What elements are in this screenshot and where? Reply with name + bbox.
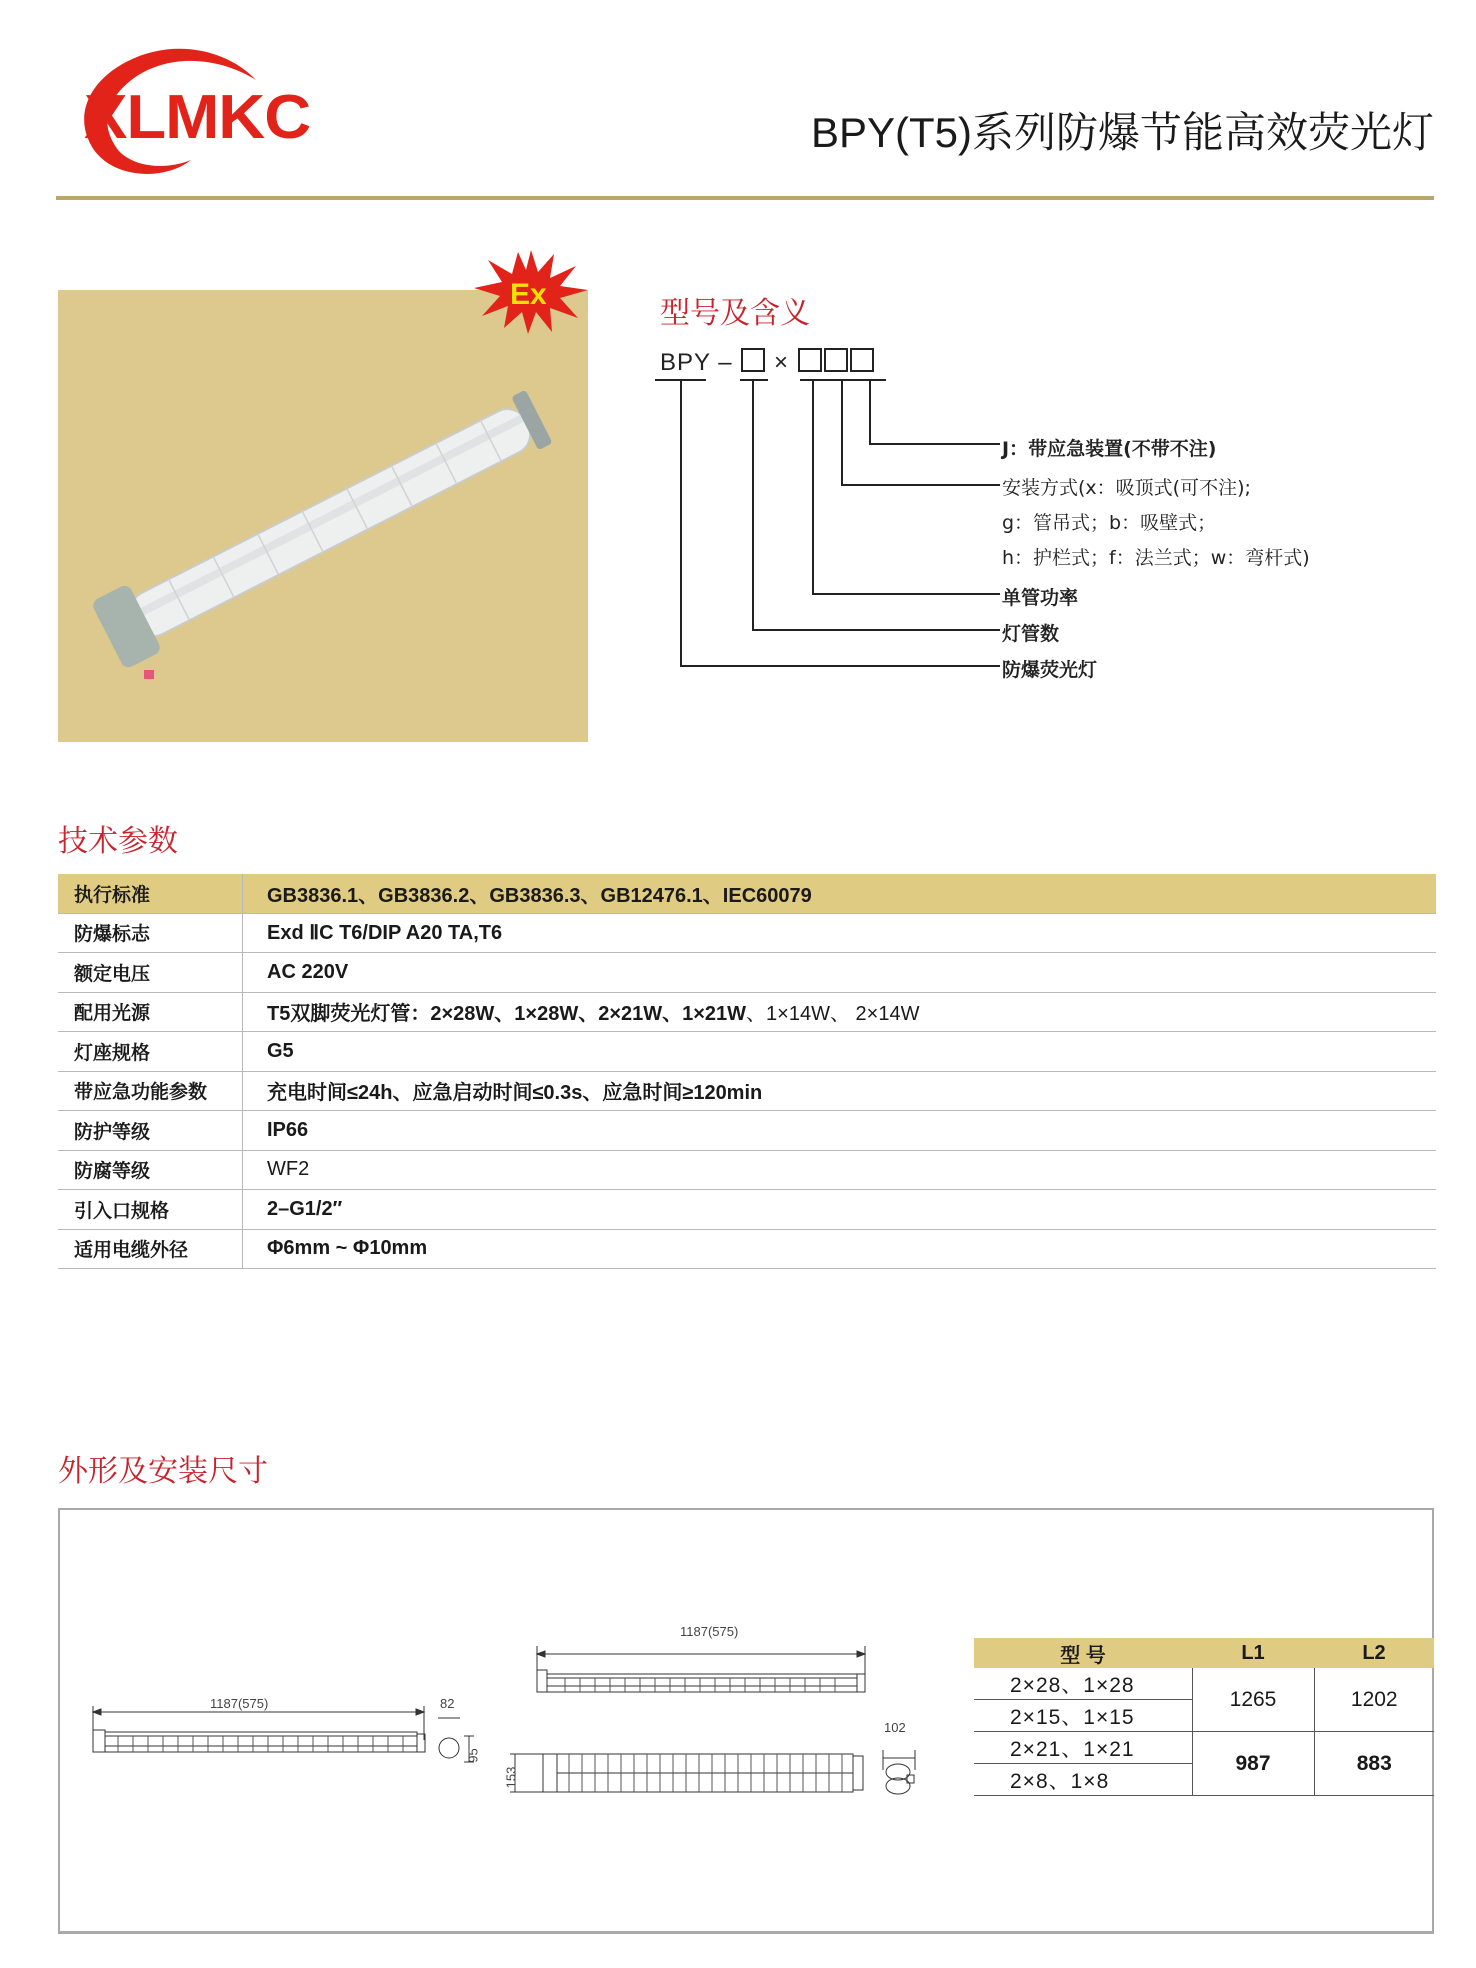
- spec-row: [58, 1111, 1436, 1151]
- spec-key: 配用光源: [58, 992, 243, 1032]
- spec-value-main: T5双脚荧光灯管：2×28W、1×28W、2×21W、1×21W: [267, 1003, 747, 1026]
- specs-section-title: 技术参数: [58, 824, 178, 859]
- model-cell: 2×21、1×21: [974, 1732, 1192, 1764]
- dimension-table: [974, 1638, 1434, 1796]
- spec-value: AC 220V: [243, 953, 1437, 993]
- tube-count-box: [741, 348, 765, 372]
- spec-key: 执行标准: [58, 874, 243, 913]
- spec-value: GB3836.1、GB3836.2、GB3836.3、GB12476.1、IEC60079: [243, 874, 1437, 913]
- double-width-label: 102: [884, 1720, 906, 1735]
- spec-value-extra: 、1×14W、 2×14W: [746, 1003, 920, 1026]
- single-tube-drawing: [88, 1700, 498, 1770]
- legend-mount-3: h：护栏式；f：法兰式；w：弯杆式): [1002, 547, 1310, 569]
- spec-row: [58, 1071, 1436, 1111]
- header-l1: L1: [1192, 1638, 1314, 1668]
- l1-cell: 987: [1192, 1732, 1314, 1796]
- spec-value: 2–G1/2″: [243, 1190, 1437, 1230]
- l1-cell: 1265: [1192, 1668, 1314, 1732]
- model-section-title: 型号及含义: [660, 296, 810, 331]
- legend-tube-count: 灯管数: [1002, 623, 1060, 645]
- model-prefix: BPY: [660, 349, 711, 376]
- dimensions-section-title: 外形及安装尺寸: [58, 1454, 268, 1489]
- spec-row: [58, 992, 1436, 1032]
- header-model: 型 号: [974, 1638, 1192, 1668]
- explosion-star-icon: [472, 248, 590, 334]
- specs-table: [58, 874, 1436, 1269]
- spec-key: 带应急功能参数: [58, 1071, 243, 1111]
- spec-key: 防腐等级: [58, 1150, 243, 1190]
- mount-box: [824, 348, 848, 372]
- spec-value: 充电时间≤24h、应急启动时间≤0.3s、应急时间≥120min: [243, 1071, 1437, 1111]
- emergency-box: [850, 348, 874, 372]
- spec-row: [58, 1190, 1436, 1230]
- brand-logo: XLMKC: [56, 40, 356, 180]
- page-title: BPY(T5)系列防爆节能高效荧光灯: [810, 109, 1434, 156]
- product-photo: [58, 290, 588, 742]
- header-divider: [56, 196, 1434, 200]
- model-cell: 2×15、1×15: [974, 1700, 1192, 1732]
- spec-row: [58, 913, 1436, 953]
- legend-wattage: 单管功率: [1002, 587, 1079, 609]
- model-cell: 2×8、1×8: [974, 1764, 1192, 1796]
- spec-key: 引入口规格: [58, 1190, 243, 1230]
- spec-row: [58, 1150, 1436, 1190]
- spec-key: 适用电缆外径: [58, 1229, 243, 1269]
- single-height-label: 95: [465, 1748, 481, 1763]
- header-l2: L2: [1314, 1638, 1434, 1668]
- table-row: [974, 1668, 1434, 1700]
- spec-row: [58, 1032, 1436, 1072]
- model-cell: 2×28、1×28: [974, 1668, 1192, 1700]
- ex-badge: [472, 248, 590, 334]
- spec-value: Exd ⅡC T6/DIP A20 TA,T6: [243, 913, 1437, 953]
- single-width-label: 82: [440, 1696, 455, 1711]
- model-times: ×: [773, 349, 789, 376]
- spec-value: Φ6mm ~ Φ10mm: [243, 1229, 1437, 1269]
- l2-cell: 1202: [1314, 1668, 1434, 1732]
- double-tube-drawing: [505, 1620, 925, 1800]
- double-length-label: 1187(575): [680, 1624, 739, 1639]
- dimension-table-header: [974, 1638, 1434, 1668]
- spec-key: 防爆标志: [58, 913, 243, 953]
- model-dash: –: [718, 349, 733, 376]
- legend-mount-2: g：管吊式；b：吸壁式；: [1002, 512, 1217, 534]
- spec-value: [243, 992, 1437, 1032]
- spec-row: [58, 953, 1436, 993]
- lamp-illustration-icon: [58, 290, 588, 742]
- wattage-box: [798, 348, 822, 372]
- spec-row: [58, 874, 1436, 913]
- svg-text:Ex: Ex: [510, 278, 547, 311]
- spec-value: G5: [243, 1032, 1437, 1072]
- model-legend-lines: [650, 370, 1010, 690]
- spec-row: [58, 1229, 1436, 1269]
- double-height-label: 153: [503, 1766, 519, 1789]
- table-row: [974, 1732, 1434, 1764]
- spec-key: 灯座规格: [58, 1032, 243, 1072]
- spec-value: WF2: [243, 1150, 1437, 1190]
- spec-key: 额定电压: [58, 953, 243, 993]
- spec-key: 防护等级: [58, 1111, 243, 1151]
- single-length-label: 1187(575): [210, 1696, 269, 1711]
- legend-emergency: J：带应急装置(不带不注): [1002, 438, 1217, 460]
- l2-cell: 883: [1314, 1732, 1434, 1796]
- spec-value: IP66: [243, 1111, 1437, 1151]
- legend-lamp-type: 防爆荧光灯: [1002, 659, 1098, 681]
- legend-mount-1: 安装方式(x：吸顶式(可不注);: [1002, 477, 1251, 499]
